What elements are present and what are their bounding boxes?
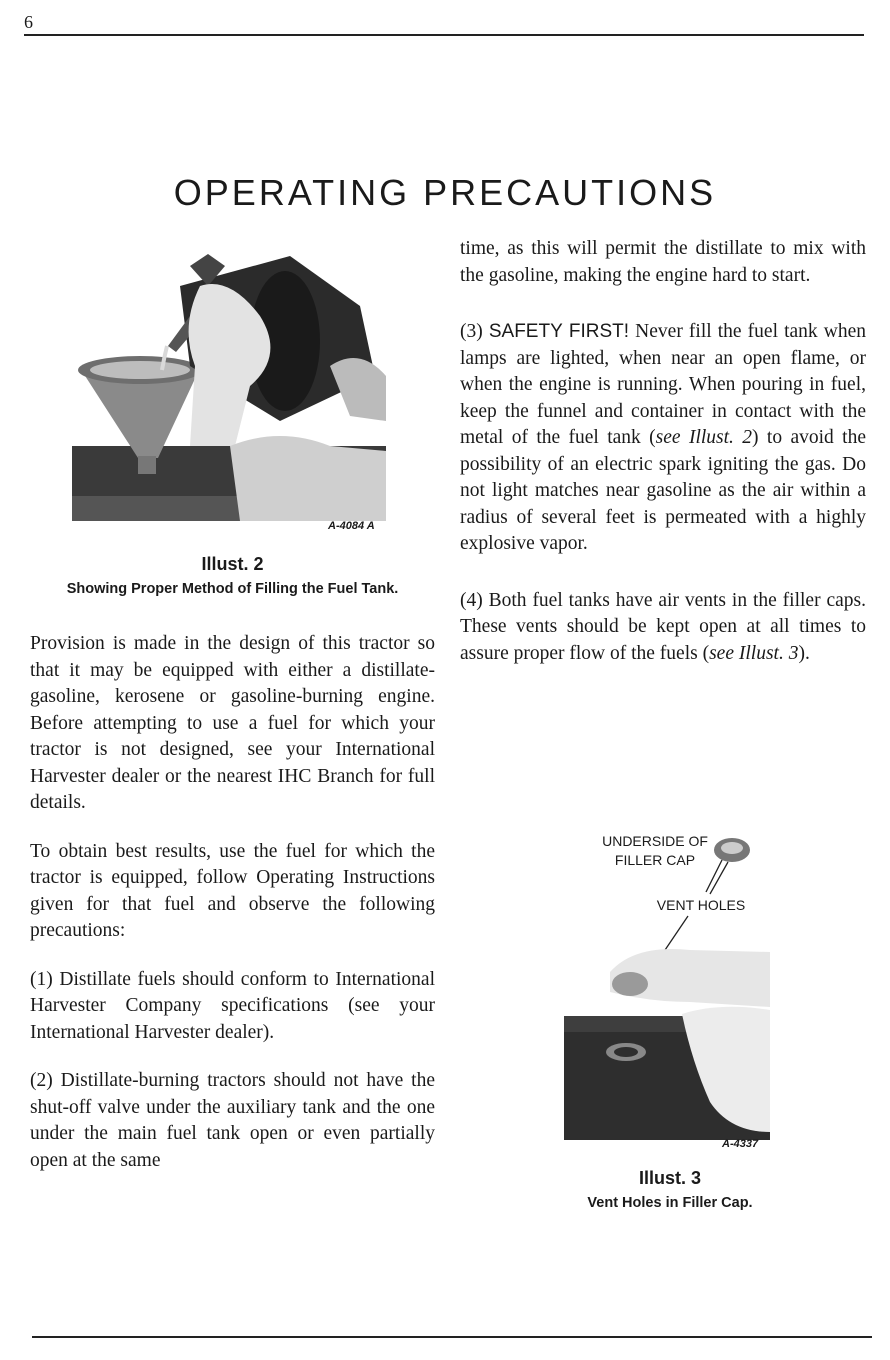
paragraph: To obtain best results, use the fuel for which the tractor is equipped, follow Operating Instructions given for that fuel and observe the following precautions: xyxy=(30,840,435,941)
right-column xyxy=(460,236,866,1211)
paragraph: (1) Distillate fuels should conform to International Harvester Company specifications (see your International Harvester dealer). xyxy=(30,968,435,1043)
figure-code: A-4337 xyxy=(722,1138,759,1150)
figure-caption: Showing Proper Method of Filling the Fuel Tank. xyxy=(66,581,399,597)
header-rule xyxy=(24,34,864,36)
text-run: (4) Both fuel tanks have air vents in the filler caps. These vents should be kept open at all times to assure proper flow of the fuels ( xyxy=(460,589,866,664)
page-title: OPERATING PRECAUTIONS xyxy=(173,172,717,214)
left-column xyxy=(30,246,435,1174)
figure-caption-title: Illust. 3 xyxy=(638,1168,701,1188)
figure-code: A-4084 A xyxy=(328,520,375,532)
callout-vent-holes: VENT HOLES xyxy=(656,897,746,913)
safety-heading: SAFETY FIRST! xyxy=(488,321,630,342)
text-run: Never fill the fuel tank when lamps are lighted, when near an open flame, or when the engine is running. When pouring in fuel, keep the funnel and container in contact with the metal of the fuel tank ( xyxy=(460,321,866,448)
figure-illust-2 xyxy=(30,246,435,546)
filler-cap-photo xyxy=(460,832,866,1152)
vent-paragraph xyxy=(460,588,866,668)
illustration-reference: see Illust. 2 xyxy=(655,427,753,448)
paragraph: time, as this will permit the distillate to mix with the gasoline, making the engine hard to start. xyxy=(460,238,866,286)
safety-paragraph xyxy=(460,319,866,558)
item-number: (3) xyxy=(460,321,489,342)
text-run: ) to avoid the possibility of an electric spark igniting the gas. Do not light matches near gasoline as the air within a radius of several feet is permeated with a highly explosive vapor. xyxy=(460,427,866,554)
paragraph: Provision is made in the design of this tractor so that it may be equipped with either a distillate-gasoline, kerosene or gasoline-burning engine. Before attempting to use a fuel for which your tractor is not designed, see your International Harvester dealer or the nearest IHC Branch for full details. xyxy=(30,633,435,813)
figure-illust-3 xyxy=(460,832,866,1212)
footer-rule xyxy=(32,1336,872,1338)
figure-caption-block xyxy=(520,1160,820,1211)
page-number: 6 xyxy=(24,12,33,32)
paragraph: (2) Distillate-burning tractors should not have the shut-off valve under the auxiliary tank and the one under the main fuel tank open or even partially open at the same xyxy=(30,1070,435,1171)
illustration-reference: see Illust. 3 xyxy=(709,642,799,664)
figure-caption-title: Illust. 2 xyxy=(201,554,264,574)
callout-underside-filler-cap: UNDERSIDE OF FILLER CAP xyxy=(602,833,708,868)
fuel-filling-photo xyxy=(30,246,435,526)
text-run: ). xyxy=(798,642,810,664)
figure-caption: Vent Holes in Filler Cap. xyxy=(587,1195,753,1211)
